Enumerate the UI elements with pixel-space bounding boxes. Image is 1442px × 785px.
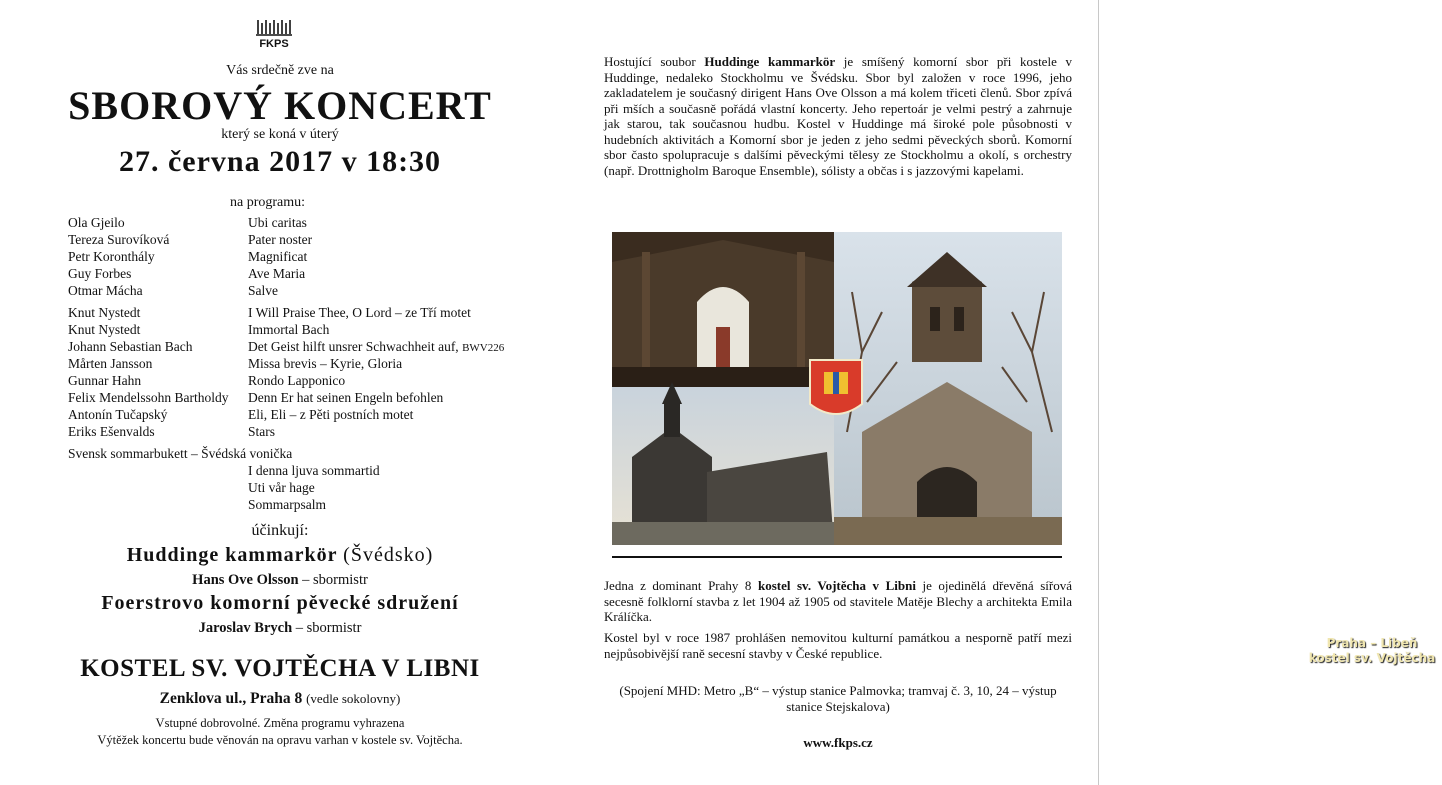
conductor1-name: Hans Ove Olsson <box>192 572 299 588</box>
work: Missa brevis – Kyrie, Gloria <box>248 356 403 371</box>
composer: Antonín Tučapský <box>68 407 168 422</box>
venue-name: KOSTEL SV. VOJTĚCHA V LIBNI <box>80 655 480 682</box>
composer: Mårten Jansson <box>68 356 153 371</box>
work: Sommarpsalm <box>248 497 326 512</box>
transport-info: (Spojení MHD: Metro „B“ – výstup stanice Palmovka; tramvaj č. 3, 10, 24 – výstup stanice Stejskalova) <box>619 683 1057 714</box>
composer: Guy Forbes <box>68 266 132 281</box>
work-catalog-number: BWV226 <box>462 342 505 354</box>
work: Ubi caritas <box>248 215 307 230</box>
text-run: Jedna z dominant Prahy 8 <box>604 578 758 593</box>
church-heritage: Kostel byl v roce 1987 prohlášen nemovitou kulturní památkou a nesporně patří mezi nejpůsobivější raně secesní stavby v České republice. <box>604 630 1072 661</box>
composer: Svensk sommarbukett – Švédská vonička <box>68 446 293 461</box>
composer: Knut Nystedt <box>68 305 141 320</box>
work: I denna ljuva sommartid <box>248 463 380 478</box>
choir-description <box>604 54 1072 178</box>
address-street: Zenklova ul., Praha 8 <box>159 690 303 707</box>
work: Immortal Bach <box>248 322 330 337</box>
program-title: na programu: <box>230 195 306 210</box>
work: Rondo Lapponico <box>248 373 346 388</box>
church-name-bold: kostel sv. Vojtěcha v Libni <box>757 578 916 593</box>
horizontal-rule <box>612 556 1062 558</box>
fkps-logo <box>252 16 296 52</box>
conductor1 <box>30 572 530 589</box>
address-note: (vedle sokolovny) <box>306 691 401 706</box>
photo-caption-line1: Praha – Libeň <box>1326 636 1418 650</box>
venue-address <box>30 690 530 708</box>
church-collage-illustration <box>612 232 1062 545</box>
admission-note: Vstupné dobrovolné. Změna programu vyhrazena <box>155 716 405 730</box>
proceeds-note: Výtěžek koncertu bude věnován na opravu varhan v kostele sv. Vojtěcha. <box>97 733 463 747</box>
conductor1-role: – sbormistr <box>302 572 368 588</box>
work: Pater noster <box>248 232 313 247</box>
invite-line: Vás srdečně zve na <box>226 63 334 78</box>
choir2-name: Foerstrovo komorní pěvecké sdružení <box>101 592 459 614</box>
composer: Felix Mendelssohn Bartholdy <box>68 390 229 405</box>
performers-title: účinkují: <box>251 522 309 539</box>
organ-pipes-icon <box>252 16 296 38</box>
choir-name-bold: Huddinge kammarkör <box>704 54 836 69</box>
composer: Ola Gjeilo <box>68 215 125 230</box>
concert-subtitle: který se koná v úterý <box>221 127 339 142</box>
choir1-country: (Švédsko) <box>343 544 434 566</box>
photo-caption <box>1302 636 1442 666</box>
photo-caption-line2: kostel sv. Vojtěcha <box>1308 651 1436 665</box>
concert-title: SBOROVÝ KONCERT <box>68 83 492 128</box>
composer: Gunnar Hahn <box>68 373 142 388</box>
conductor2 <box>30 620 530 637</box>
composer: Johann Sebastian Bach <box>68 339 193 354</box>
logo-text: FKPS <box>259 38 289 50</box>
conductor2-name: Jaroslav Brych <box>198 620 293 636</box>
work: Denn Er hat seinen Engeln befohlen <box>248 390 444 405</box>
composer: Otmar Mácha <box>68 283 143 298</box>
work: Uti vår hage <box>248 480 315 495</box>
choir1 <box>30 544 530 567</box>
concert-datetime: 27. června 2017 v 18:30 <box>118 145 442 178</box>
work: Magnificat <box>248 249 308 264</box>
text-run: je ojedinělá dřevěná sířová secesně folklorní stavba z let 1904 až 1905 od stavitele Matěje Blechy a architekta Emila Králíčka. <box>604 578 1072 624</box>
composer: Petr Koronthály <box>68 249 155 264</box>
composer: Eriks Ešenvalds <box>68 424 155 439</box>
work: I Will Praise Thee, O Lord – ze Tří motet <box>248 305 471 320</box>
composer: Knut Nystedt <box>68 322 141 337</box>
website-link[interactable]: www.fkps.cz <box>803 735 873 750</box>
text-run: Hostující soubor <box>604 54 705 69</box>
composer: Tereza Surovíková <box>68 232 170 247</box>
work: Stars <box>248 424 275 439</box>
conductor2-role: – sbormistr <box>295 620 362 636</box>
work: Eli, Eli – z Pěti postních motet <box>248 407 414 422</box>
church-description <box>604 578 1072 625</box>
page-divider <box>1098 0 1099 785</box>
text-run: je smíšený komorní sbor při kostele v Huddinge, nedaleko Stockholmu ve Švédsku. Sbor byl založen v roce 1996, jeho zakladatelem je současný dirigent Hans Ove Olsson a má kolem třiceti členů. Sbor zpívá při mších a současně pořádá vlastní koncerty. Jeho repertoár je velmi pestrý a zahrnuje jak starou, tak současnou hudbu. Kostel v Huddinge má široké pole působnosti v hudebních aktivitách a Komorní sbor je jeden z jeho sedmi pěveckých sborů. Komorní sbor často spolupracuje s dalšími pěveckými tělesy ze Stockholmu a okolí, s orchestry (např. Drottnigholm Baroque Ensemble), sólisty a občas i s jazzovými kapelami. <box>604 54 1072 178</box>
work: Ave Maria <box>248 266 306 281</box>
work-title: Det Geist hilft unsrer Schwachheit auf, <box>248 339 459 354</box>
work: Salve <box>248 283 278 298</box>
choir1-name: Huddinge kammarkör <box>126 544 338 566</box>
